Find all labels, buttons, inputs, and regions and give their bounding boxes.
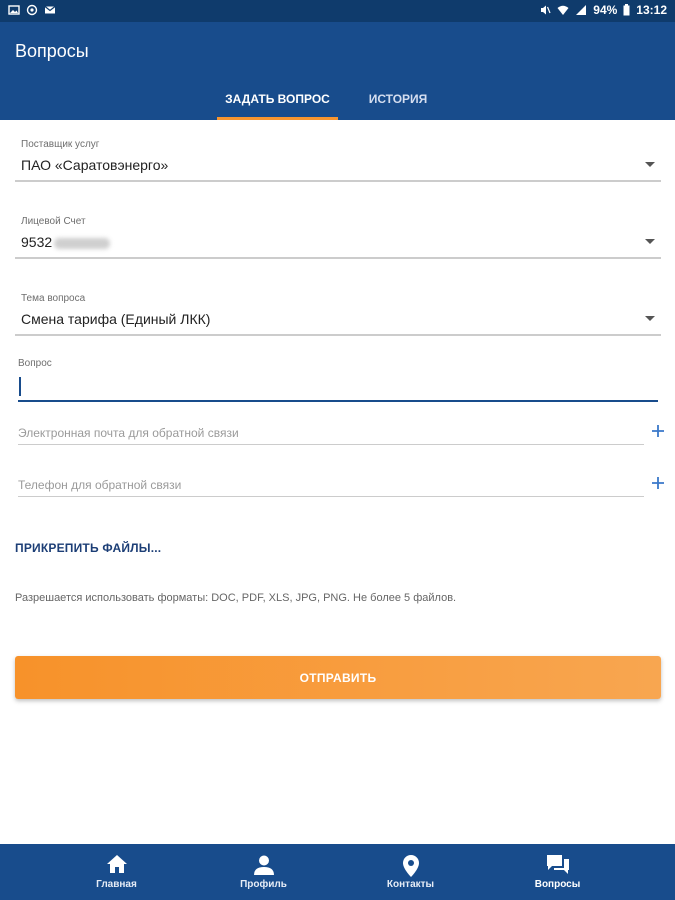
home-icon [107, 855, 127, 873]
battery-icon [623, 4, 630, 16]
submit-button[interactable]: ОТПРАВИТЬ [15, 656, 661, 699]
clock: 13:12 [636, 3, 667, 17]
nav-label-profile: Профиль [240, 879, 287, 890]
tab-history[interactable]: ИСТОРИЯ [368, 92, 428, 106]
tab-bar [0, 88, 675, 120]
profile-icon [254, 855, 274, 875]
add-phone-icon[interactable] [651, 476, 665, 490]
tab-ask-question[interactable]: ЗАДАТЬ ВОПРОС [225, 92, 330, 106]
dropdown-arrow-icon [645, 316, 655, 321]
provider-select[interactable] [15, 130, 661, 182]
wifi-icon [557, 4, 569, 16]
formats-note: Разрешается использовать форматы: DOC, PDF, XLS, JPG, PNG. Не более 5 файлов. [15, 592, 457, 604]
phone-field[interactable] [18, 473, 644, 497]
topic-underline [15, 334, 661, 336]
vpn-icon [26, 4, 38, 16]
image-icon [8, 4, 20, 16]
provider-underline [15, 180, 661, 182]
text-caret [19, 377, 21, 396]
page-title: Вопросы [15, 41, 89, 61]
mail-icon [44, 4, 56, 16]
question-label: Вопрос [18, 358, 52, 369]
nav-item-home[interactable] [43, 844, 190, 900]
nav-label-questions: Вопросы [534, 879, 581, 890]
dropdown-arrow-icon [645, 239, 655, 244]
mute-icon [539, 4, 551, 16]
bottom-nav [0, 844, 675, 900]
provider-value: ПАО «Саратовэнерго» [21, 157, 169, 173]
dropdown-arrow-icon [645, 162, 655, 167]
signal-icon [575, 4, 587, 16]
active-tab-indicator [217, 117, 338, 120]
chat-icon [547, 855, 569, 875]
attach-files-link[interactable]: ПРИКРЕПИТЬ ФАЙЛЫ... [15, 541, 162, 555]
nav-item-profile[interactable] [190, 844, 337, 900]
account-underline [15, 257, 661, 259]
notification-icons [8, 4, 56, 16]
topic-value: Смена тарифа (Единый ЛКК) [21, 311, 211, 327]
battery-percent: 94% [593, 3, 618, 17]
topic-select[interactable] [15, 284, 661, 336]
account-redacted [54, 238, 110, 249]
question-input[interactable] [18, 372, 658, 402]
nav-label-home: Главная [96, 879, 137, 890]
location-pin-icon [403, 855, 419, 877]
system-indicators [539, 3, 667, 17]
topic-label: Тема вопроса [21, 293, 86, 304]
provider-label: Поставщик услуг [21, 139, 100, 150]
email-field[interactable] [18, 421, 644, 445]
nav-item-questions[interactable] [484, 844, 631, 900]
account-select[interactable] [15, 207, 661, 259]
add-email-icon[interactable] [651, 424, 665, 438]
nav-item-contacts[interactable] [337, 844, 484, 900]
status-bar [0, 0, 675, 22]
app-header [0, 22, 675, 120]
account-number: 9532 [21, 234, 53, 250]
nav-label-contacts: Контакты [386, 879, 435, 890]
account-label: Лицевой Счет [21, 216, 86, 227]
account-value [21, 234, 110, 250]
